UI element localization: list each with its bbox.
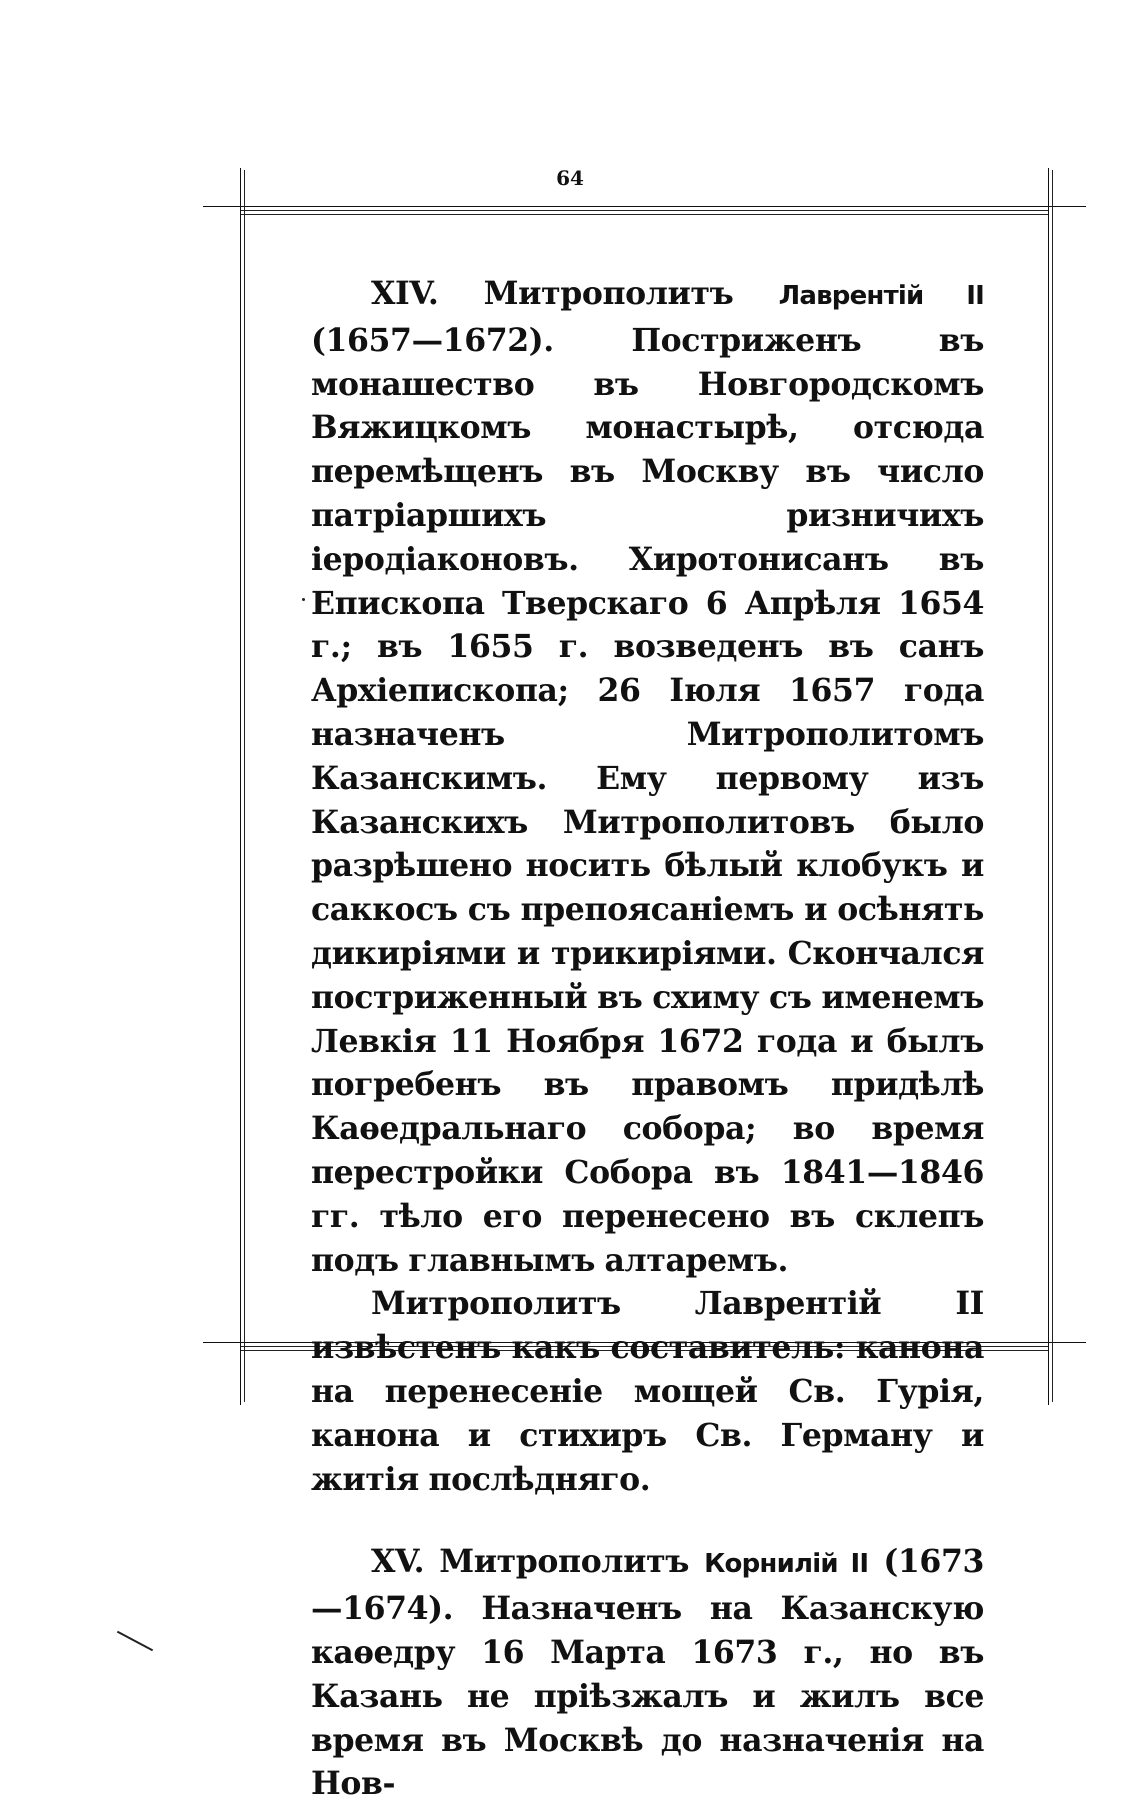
entry-extra: Митрополитъ Лаврентій II извѣстенъ какъ составитель: канона на перенесеніе мощей Св. Гурія, канона и стихиръ Св. Герману и житія послѣдняго. [311,1285,984,1498]
entry-title: Митрополитъ [483,275,734,312]
entry-title: Митрополитъ [439,1543,689,1581]
entry-number: XV. [371,1543,425,1581]
entry-body: Назначенъ на Казанскую каѳедру 16 Марта 1673 г., но въ Казань не пріѣзжалъ и жилъ все время въ Москвѣ до назначенія на Нов- [311,1590,984,1803]
scan-mark [117,1631,153,1652]
entry-dates: (1673—1674). [311,1543,984,1628]
entry-dates: (1657—1672). [311,321,554,359]
page-text [311,272,984,1806]
entry-name: Корнилій II [704,1549,869,1580]
entry-xiv [311,272,984,1282]
entry-xv [311,1540,984,1806]
entry-number: XIV. [371,275,439,312]
entry-xiv-extra [311,1282,984,1501]
entry-body: Постриженъ въ монашество въ Новгородскомъ Вяжицкомъ монастырѣ, отсюда перемѣщенъ въ Москву въ число патріаршихъ ризничихъ іеродіаконовъ. Хиротонисанъ въ Епископа Тверскаго 6 Апрѣля 1654 г.; въ 1655 г. возведенъ въ санъ Архіепископа; 26 Іюля 1657 года назначенъ Митрополитомъ Казанскимъ. Ему первому изъ Казанскихъ Митрополитовъ было разрѣшено носить бѣлый клобукъ и саккосъ съ препоясаніемъ и осѣнять дикиріями и трикиріями. Скончался постриженный въ схиму съ именемъ Левкія 11 Ноября 1672 года и былъ погребенъ въ правомъ придѣлѣ Каѳедральнаго собора; во время перестройки Собора въ 1841—1846 гг. тѣло его перенесено въ склепъ подъ главнымъ алтаремъ. [311,321,984,1279]
scan-dot [302,598,305,601]
entry-name: Лаврентій II [778,281,984,311]
page-number: 64 [556,166,584,190]
